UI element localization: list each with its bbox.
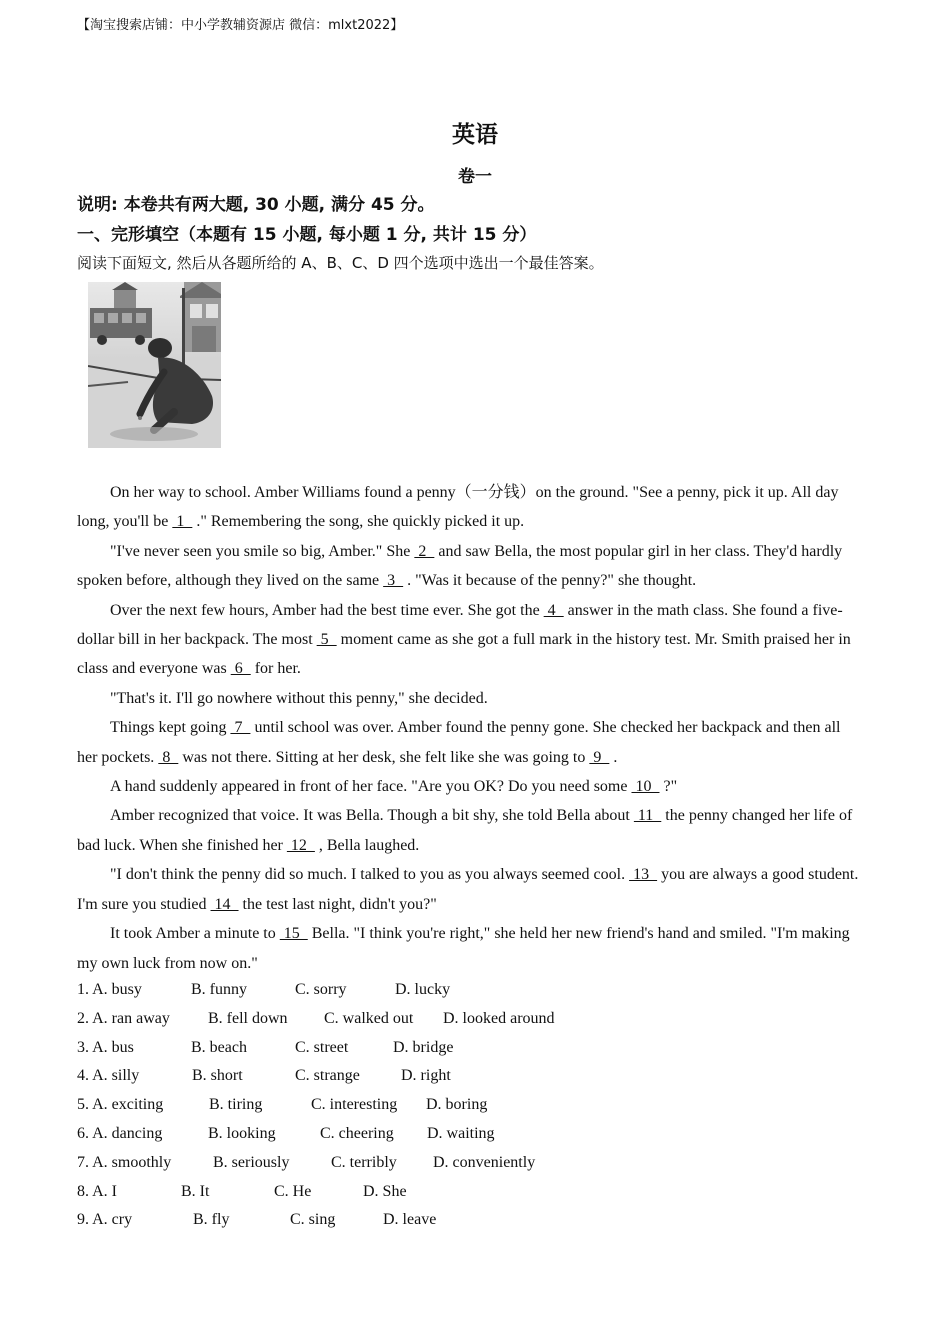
option-a: 4. A. silly xyxy=(77,1067,140,1085)
blank-11: 11 xyxy=(633,807,662,825)
question-options xyxy=(77,976,555,1235)
passage-paragraph-3: Over the next few hours, Amber had the best time ever. She got the 4 answer in the math class. She found a five-dollar bill in her backpack. The most 5 moment came as she got a full mark in the history test. Mr. Smith praised her in class and everyone was 6 for her. xyxy=(77,601,851,678)
option-a: 2. A. ran away xyxy=(77,1009,170,1027)
blank-9: 9 xyxy=(589,748,610,766)
option-c: C. sing xyxy=(290,1211,336,1229)
option-d: D. lucky xyxy=(395,981,451,998)
option-c: C. walked out xyxy=(324,1009,414,1027)
blank-3: 3 xyxy=(383,572,404,590)
blank-2: 2 xyxy=(414,542,435,560)
option-b: B. seriously xyxy=(213,1153,290,1171)
option-b: B. short xyxy=(192,1067,243,1085)
passage-paragraph-5: Things kept going 7 until school was over. Amber found the penny gone. She checked her backpack and then all her pockets. 8 was not there. Sitting at her desk, she felt like she was going to 9 . xyxy=(77,719,841,766)
option-d: D. boring xyxy=(426,1096,488,1114)
option-a: 1. A. busy xyxy=(77,981,142,998)
question-row-2 xyxy=(77,1005,555,1034)
option-b: B. It xyxy=(181,1182,210,1200)
passage-paragraph-6: A hand suddenly appeared in front of her face. "Are you OK? Do you need some 10 ?" xyxy=(110,778,678,796)
option-a: 6. A. dancing xyxy=(77,1124,163,1142)
option-a: 3. A. bus xyxy=(77,1038,134,1056)
option-d: D. looked around xyxy=(443,1009,555,1027)
paper-subtitle: 卷一 xyxy=(458,167,492,187)
exam-note: 说明: 本卷共有两大题, 30 小题, 满分 45 分。 xyxy=(77,195,435,215)
option-b: B. funny xyxy=(191,981,247,998)
option-c: C. interesting xyxy=(311,1096,398,1114)
passage-paragraph-2: "I've never seen you smile so big, Amber." She 2 and saw Bella, the most popular girl in her class. They'd hardly spoken before, although they lived on the same 3 . "Was it because of the penny?" she thought. xyxy=(77,542,843,590)
option-a: 8. A. I xyxy=(77,1182,117,1200)
blank-4: 4 xyxy=(543,601,564,619)
blank-5: 5 xyxy=(316,631,337,649)
section-instructions: 阅读下面短文, 然后从各题所给的 A、B、C、D 四个选项中选出一个最佳答案。 xyxy=(77,254,604,272)
question-row-8 xyxy=(77,1178,555,1207)
passage-paragraph-1: On her way to school. Amber Williams found a penny（一分钱）on the ground. "See a penny, pick it up. All day long, you'll be 1 ." Remembering the song, she quickly picked it up. xyxy=(77,484,839,531)
option-d: D. She xyxy=(363,1182,407,1200)
section-heading: 一、完形填空（本题有 15 小题, 每小题 1 分, 共计 15 分） xyxy=(77,225,537,245)
passage-paragraph-9: It took Amber a minute to 15 Bella. "I think you're right," she held her new friend's hand and smiled. "I'm making my own luck from now on." xyxy=(77,925,850,972)
blank-14: 14 xyxy=(210,895,239,913)
passage-paragraph-7: Amber recognized that voice. It was Bella. Though a bit shy, she told Bella about 11 the penny changed her life of bad luck. When she finished her 12 , Bella laughed. xyxy=(77,807,853,854)
blank-7: 7 xyxy=(230,719,251,737)
option-c: C. sorry xyxy=(295,981,347,998)
option-d: D. conveniently xyxy=(433,1153,536,1171)
option-c: C. strange xyxy=(295,1067,360,1085)
question-row-3 xyxy=(77,1034,555,1063)
blank-13: 13 xyxy=(629,866,658,884)
option-b: B. fell down xyxy=(208,1009,288,1027)
option-d: D. leave xyxy=(383,1211,437,1229)
question-row-9 xyxy=(77,1206,555,1235)
option-c: C. He xyxy=(274,1182,312,1200)
option-a: 7. A. smoothly xyxy=(77,1153,172,1171)
option-b: B. tiring xyxy=(209,1096,263,1114)
option-d: D. bridge xyxy=(393,1038,454,1056)
question-row-1 xyxy=(77,976,555,1005)
blank-12: 12 xyxy=(286,836,315,854)
option-b: B. fly xyxy=(193,1211,230,1229)
option-b: B. beach xyxy=(191,1038,247,1056)
option-d: D. right xyxy=(401,1067,451,1085)
option-c: C. street xyxy=(295,1038,349,1056)
option-d: D. waiting xyxy=(427,1124,495,1142)
question-row-4 xyxy=(77,1062,555,1091)
option-c: C. terribly xyxy=(331,1153,397,1171)
passage-paragraph-4: "That's it. I'll go nowhere without this penny," she decided. xyxy=(110,689,488,707)
question-row-5 xyxy=(77,1091,555,1120)
option-c: C. cheering xyxy=(320,1124,394,1142)
passage-paragraph-8: "I don't think the penny did so much. I talked to you as you always seemed cool. 13 you are always a good student. I'm sure you studied 14 the test last night, didn't you?" xyxy=(77,866,859,913)
story-photo xyxy=(88,282,221,448)
blank-1: 1 xyxy=(172,513,193,531)
option-b: B. looking xyxy=(208,1124,276,1142)
question-row-6 xyxy=(77,1120,555,1149)
cloze-passage xyxy=(77,478,862,978)
blank-15: 15 xyxy=(279,925,308,943)
option-a: 5. A. exciting xyxy=(77,1096,164,1114)
page-title: 英语 xyxy=(452,122,498,148)
blank-10: 10 xyxy=(631,778,660,796)
question-row-7 xyxy=(77,1149,555,1178)
blank-6: 6 xyxy=(230,660,251,678)
header-note: 【淘宝搜索店铺：中小学教辅资源店 微信：mlxt2022】 xyxy=(77,18,404,33)
option-a: 9. A. cry xyxy=(77,1211,133,1229)
blank-8: 8 xyxy=(158,748,179,766)
